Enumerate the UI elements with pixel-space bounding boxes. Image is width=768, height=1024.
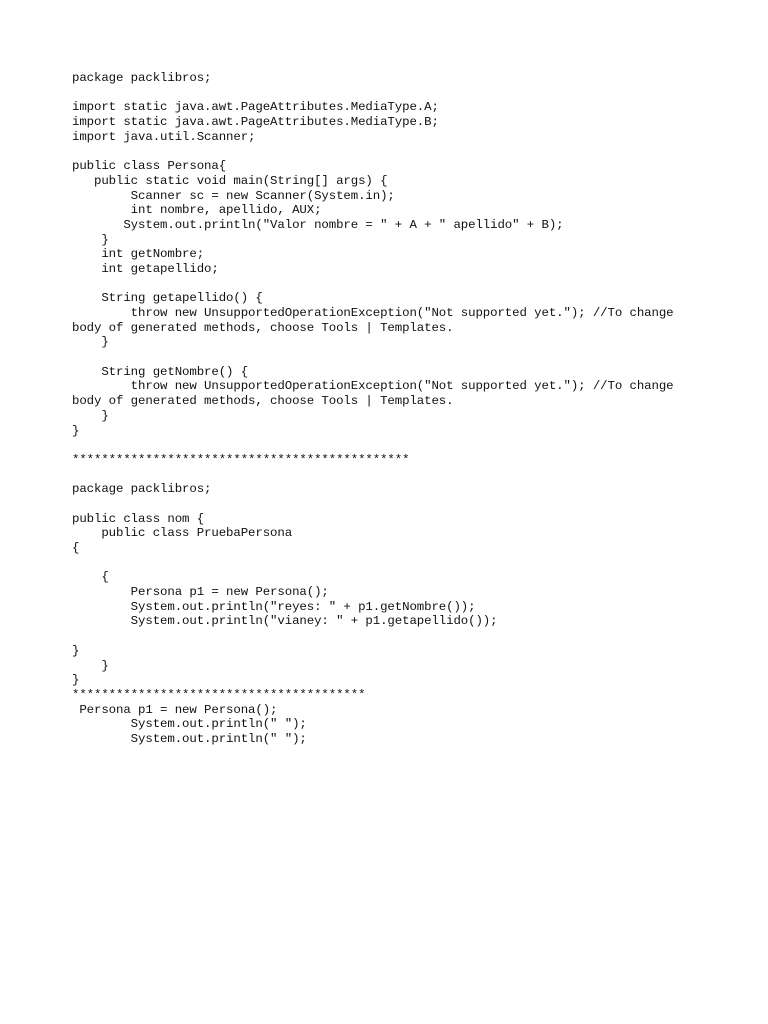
code-line: }: [72, 643, 80, 658]
code-line: [72, 556, 674, 571]
code-line: Scanner sc = new Scanner(System.in);: [72, 188, 395, 203]
code-line: **********************************************: [72, 452, 410, 467]
code-line: throw new UnsupportedOperationException("Not supported yet."); //To change: [72, 306, 674, 320]
code-line: body of generated methods, choose Tools | Templates.: [72, 320, 454, 335]
code-line: [72, 497, 674, 512]
code-line: Persona p1 = new Persona();: [72, 702, 278, 717]
code-line: }: [72, 673, 80, 688]
code-line: System.out.println("vianey: " + p1.getapellido());: [72, 614, 498, 629]
code-line: String getNombre() {: [72, 364, 249, 379]
code-line: throw new UnsupportedOperationException("Not supported yet."); //To change: [72, 379, 674, 394]
code-line: public class Persona{: [72, 159, 227, 174]
code-line: {: [72, 570, 109, 585]
code-line: int getapellido;: [72, 261, 219, 276]
code-line: [72, 468, 674, 483]
code-line: import static java.awt.PageAttributes.MediaType.A;: [72, 100, 439, 115]
code-line: ****************************************: [72, 687, 366, 702]
code-line: [72, 277, 674, 292]
code-line: package packlibros;: [72, 482, 212, 497]
code-line: }: [72, 232, 109, 247]
code-line: }: [72, 408, 109, 423]
code-line: System.out.println(" ");: [72, 731, 307, 746]
code-line: import static java.awt.PageAttributes.MediaType.B;: [72, 115, 439, 130]
code-text-block: [72, 71, 674, 747]
code-line: public class nom {: [72, 511, 205, 526]
code-line: System.out.println("Valor nombre = " + A + " apellido" + B);: [72, 217, 564, 232]
code-line: }: [72, 658, 109, 673]
code-line: public class PruebaPersona: [72, 526, 293, 541]
code-line: [72, 144, 674, 159]
code-line: }: [72, 423, 80, 438]
code-line: body of generated methods, choose Tools | Templates.: [72, 394, 454, 409]
code-line: System.out.println("reyes: " + p1.getNombre());: [72, 599, 476, 614]
code-line: int getNombre;: [72, 247, 205, 262]
code-line: [72, 350, 674, 365]
code-line: [72, 438, 674, 453]
code-line: {: [72, 541, 80, 555]
code-line: import java.util.Scanner;: [72, 129, 256, 144]
code-line: package packlibros;: [72, 71, 212, 85]
code-line: }: [72, 335, 109, 350]
code-line: public static void main(String[] args) {: [72, 173, 388, 188]
code-line: [72, 86, 674, 101]
code-line: String getapellido() {: [72, 291, 263, 306]
code-line: Persona p1 = new Persona();: [72, 585, 329, 600]
code-line: int nombre, apellido, AUX;: [72, 203, 322, 218]
code-line: [72, 629, 674, 644]
code-line: System.out.println(" ");: [72, 717, 307, 732]
